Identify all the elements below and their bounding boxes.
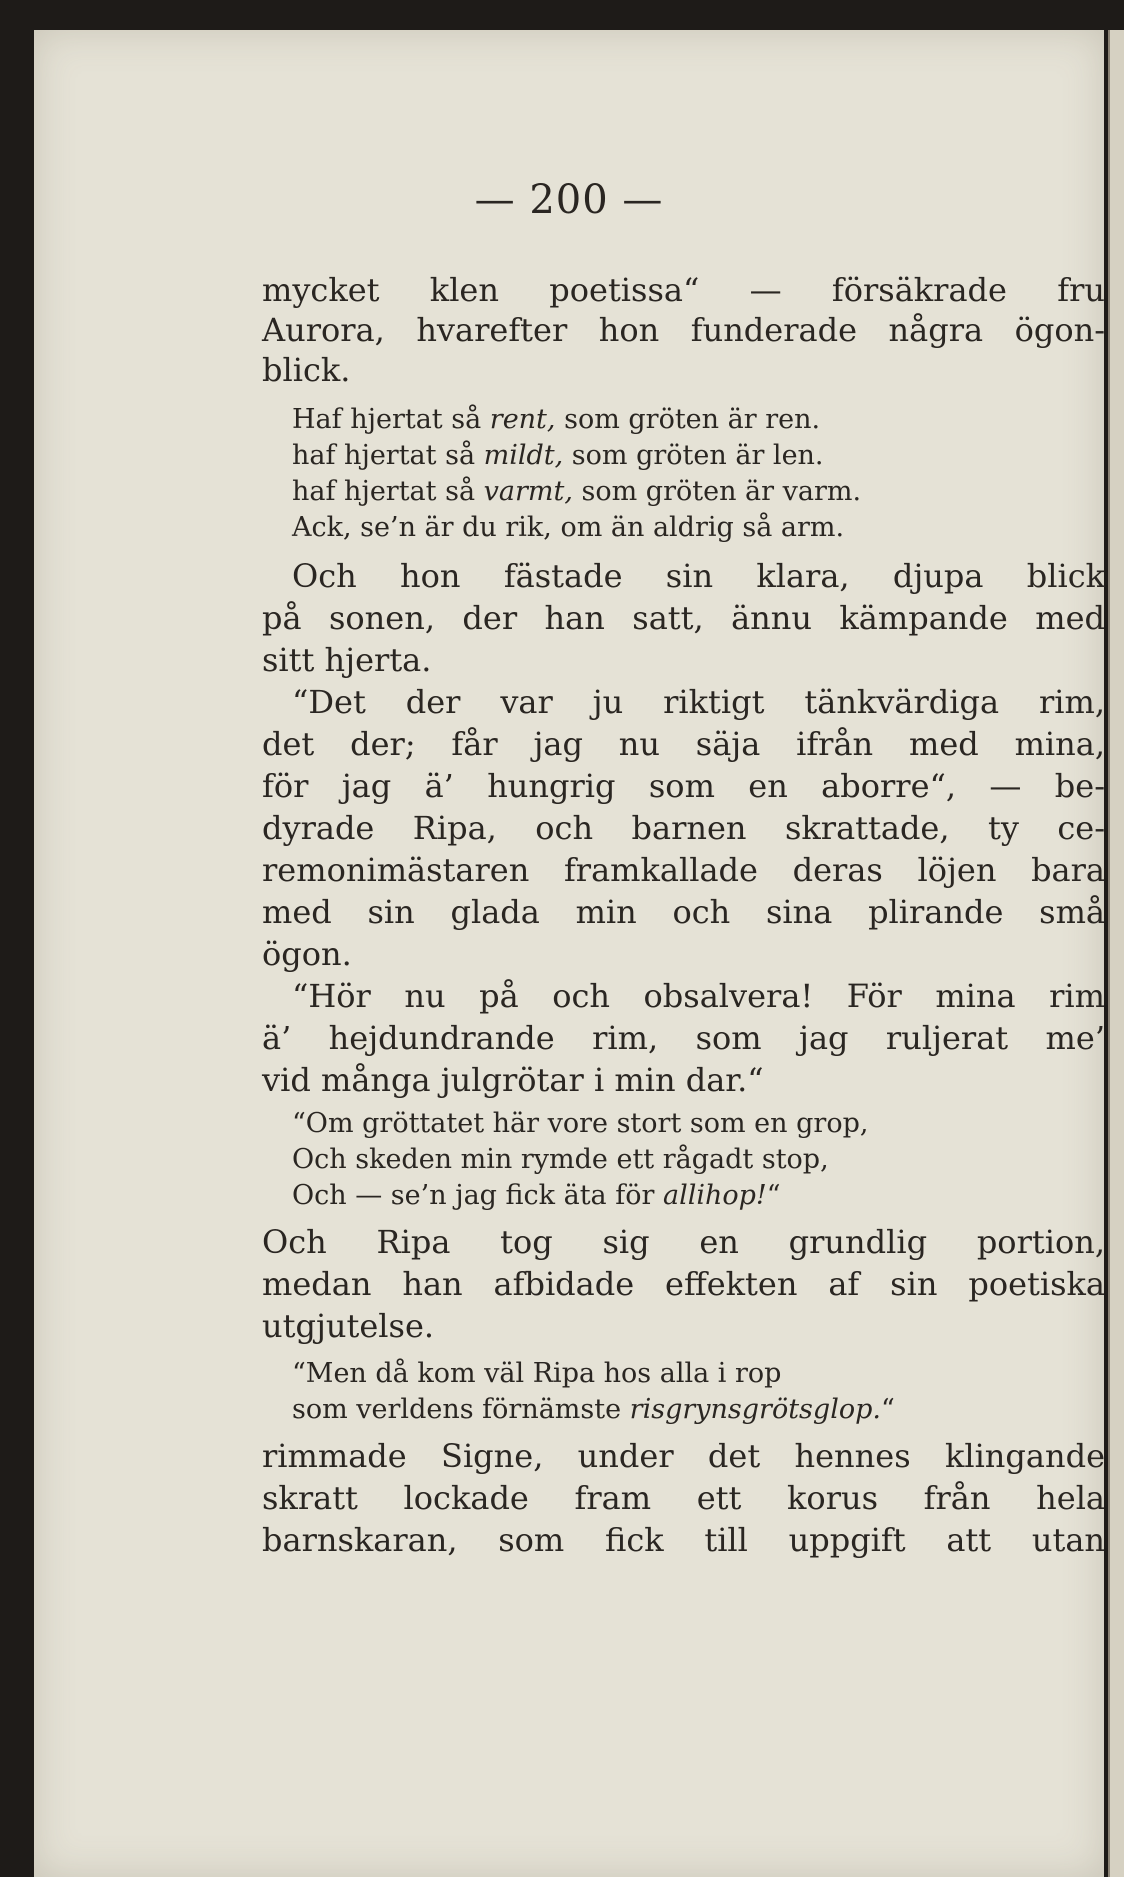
- verse-line: Och skeden min rymde ett rågadt stop,: [292, 1144, 829, 1175]
- verse-line: Och — se’n jag fick äta för allihop!“: [292, 1180, 781, 1211]
- text-line: remonimästaren framkallade deras löjen bara: [262, 851, 1105, 889]
- text-line: dyrade Ripa, och barnen skrattade, ty ce-: [262, 809, 1105, 847]
- verse-line: “Men då kom väl Ripa hos alla i rop: [292, 1358, 782, 1389]
- page-number: — 200 —: [474, 177, 664, 223]
- text-line: utgjutelse.: [262, 1307, 435, 1345]
- text-line: ä’ hejdundrande rim, som jag ruljerat me’: [262, 1019, 1105, 1057]
- text-line: “Det der var ju riktigt tänkvärdiga rim,: [292, 683, 1105, 721]
- verse-line: Ack, se’n är du rik, om än aldrig så arm.: [292, 512, 845, 543]
- text-line: Och Ripa tog sig en grundlig portion,: [262, 1223, 1105, 1261]
- next-page-edge: [1108, 30, 1124, 1877]
- verse-line: som verldens förnämste risgrynsgrötsglop.“: [292, 1394, 895, 1425]
- text-line: det der; får jag nu säja ifrån med mina,: [262, 725, 1105, 763]
- text-line: ögon.: [262, 935, 352, 973]
- text-line: barnskaran, som fick till uppgift att utan: [262, 1521, 1105, 1559]
- text-line: vid många julgrötar i min dar.“: [262, 1061, 764, 1099]
- book-page: [34, 30, 1104, 1877]
- text-line: för jag ä’ hungrig som en aborre“, — be-: [262, 767, 1105, 805]
- text-line: sitt hjerta.: [262, 641, 432, 679]
- text-line: Aurora, hvarefter hon funderade några ögon-: [262, 311, 1105, 349]
- text-line: rimmade Signe, under det hennes klingande: [262, 1437, 1105, 1475]
- text-line: Och hon fästade sin klara, djupa blick: [292, 557, 1105, 595]
- verse-line: “Om gröttatet här vore stort som en grop,: [292, 1108, 869, 1139]
- text-line: “Hör nu på och obsalvera! För mina rim: [292, 977, 1105, 1015]
- verse-line: haf hjertat så mildt, som gröten är len.: [292, 440, 824, 471]
- text-line: medan han afbidade effekten af sin poetiska: [262, 1265, 1105, 1303]
- verse-line: haf hjertat så varmt, som gröten är varm.: [292, 476, 862, 507]
- text-line: skratt lockade fram ett korus från hela: [262, 1479, 1105, 1517]
- text-line: blick.: [262, 351, 351, 389]
- text-line: mycket klen poetissa“ — försäkrade fru: [262, 271, 1105, 309]
- text-line: på sonen, der han satt, ännu kämpande med: [262, 599, 1105, 637]
- text-line: med sin glada min och sina plirande små: [262, 893, 1105, 931]
- verse-line: Haf hjertat så rent, som gröten är ren.: [292, 404, 821, 435]
